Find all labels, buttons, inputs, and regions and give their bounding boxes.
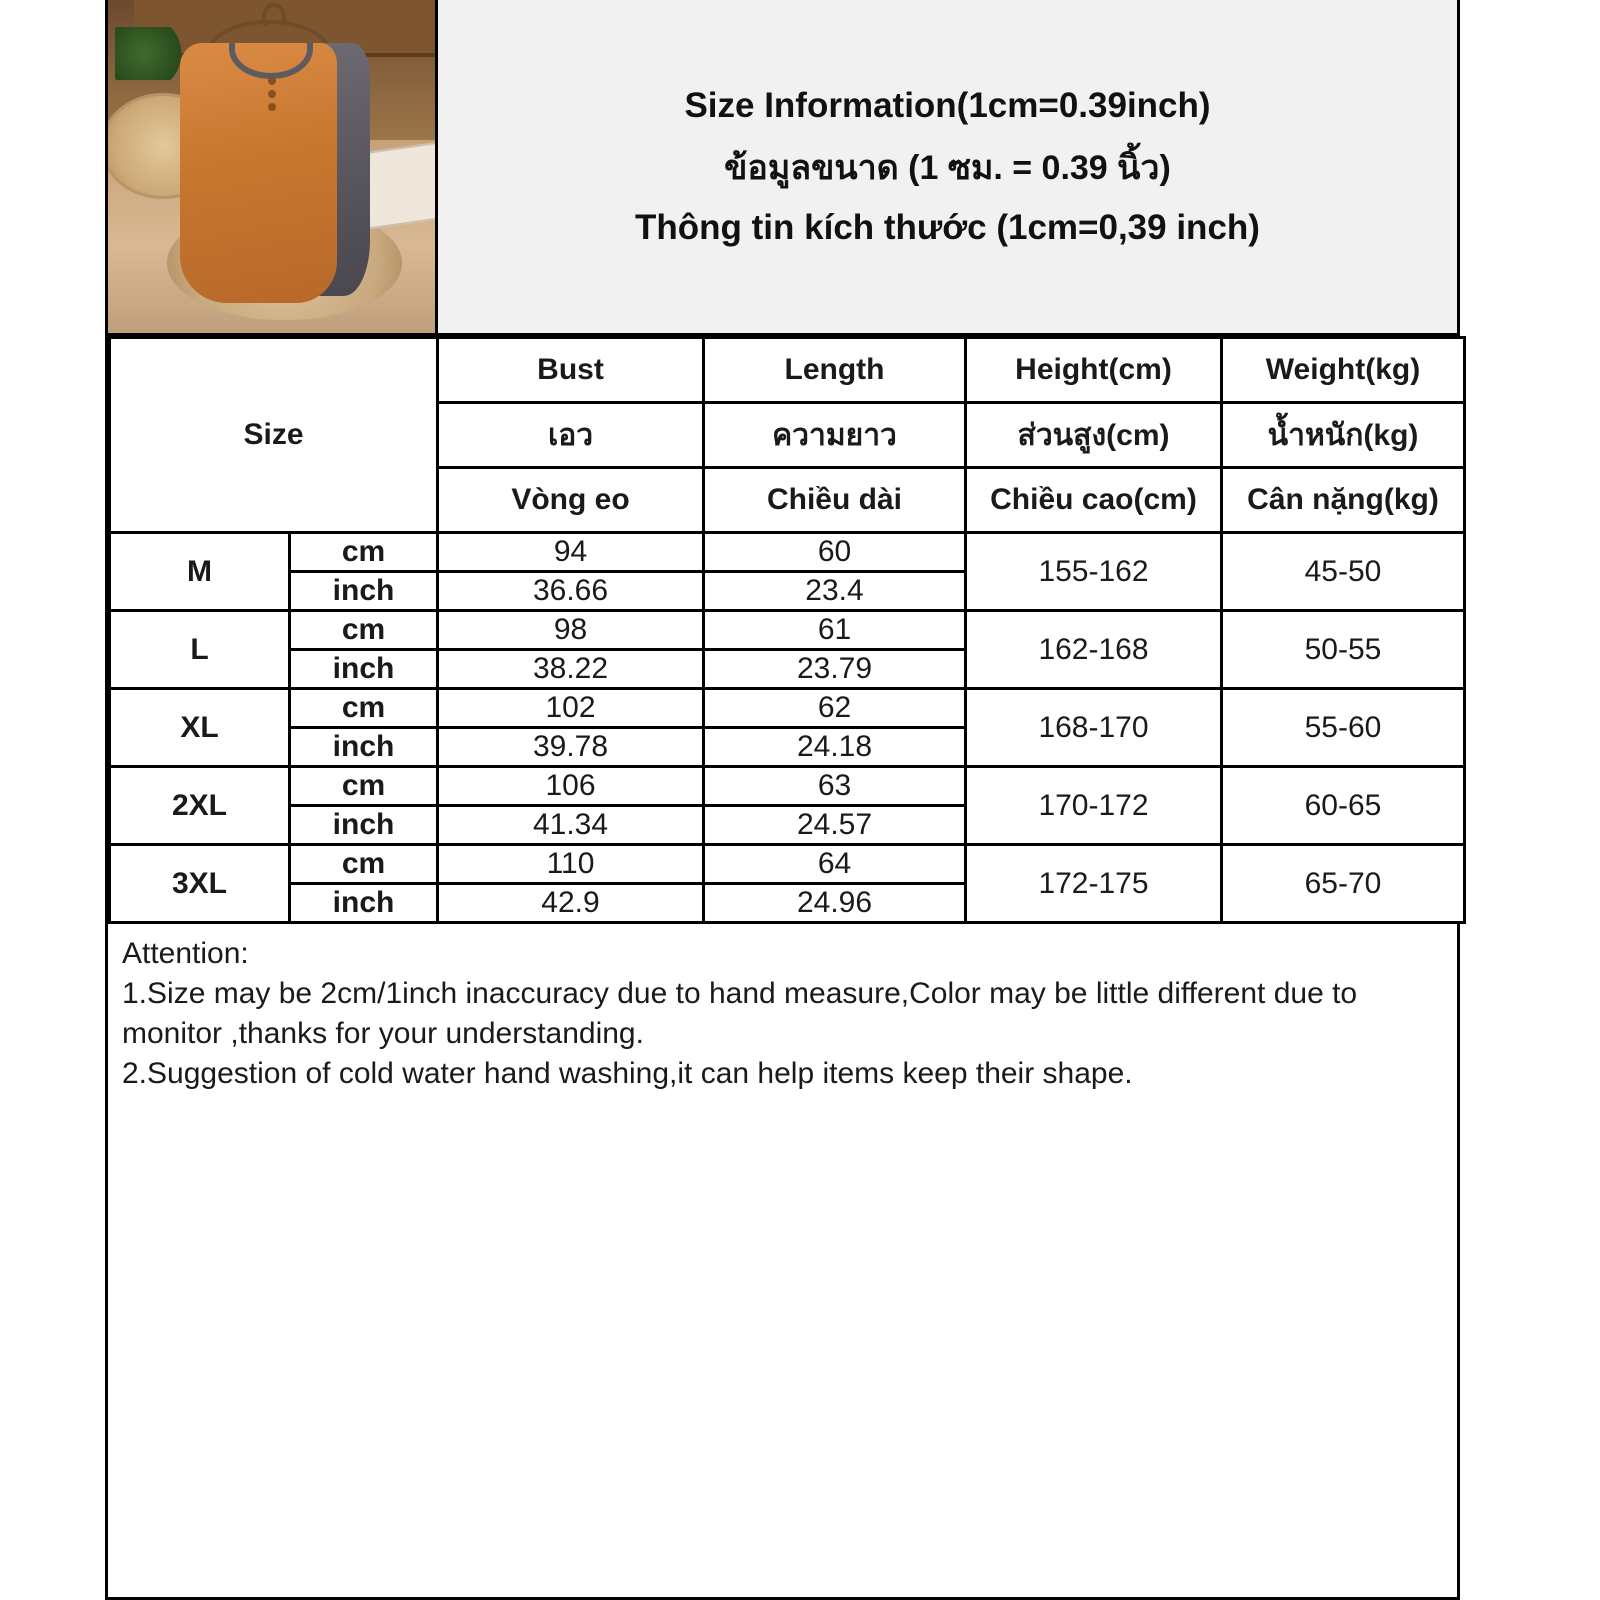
table-row [110,611,1465,650]
unit-inch-xl: inch [290,728,438,767]
weight-xl: 55-60 [1222,689,1465,767]
length-inch-l: 23.79 [704,650,966,689]
product-photo [108,0,438,333]
attention-line-1: 1.Size may be 2cm/1inch inaccuracy due to hand measure,Color may be little different due to monitor ,thanks for your understanding. [122,976,1358,1050]
bust-cm-m: 94 [438,533,704,572]
length-inch-2xl: 24.57 [704,806,966,845]
size-header-cell: Size [110,338,438,533]
title-vietnamese: Thông tin kích thước (1cm=0,39 inch) [635,207,1260,247]
unit-cm-m: cm [290,533,438,572]
bust-inch-l: 38.22 [438,650,704,689]
bust-cm-l: 98 [438,611,704,650]
length-cm-3xl: 64 [704,845,966,884]
attention-line-2: 2.Suggestion of cold water hand washing,it can help items keep their shape. [122,1056,1133,1090]
size-chart-sheet [105,0,1460,1600]
table-row [110,767,1465,806]
col-header-weight-th: น้ำหนัก(kg) [1222,403,1465,468]
weight-l: 50-55 [1222,611,1465,689]
row-size-xl: XL [110,689,290,767]
unit-cm-2xl: cm [290,767,438,806]
weight-3xl: 65-70 [1222,845,1465,923]
col-header-height-vi: Chiều cao(cm) [966,468,1222,533]
title-english: Size Information(1cm=0.39inch) [684,85,1211,125]
length-inch-xl: 24.18 [704,728,966,767]
col-header-length-vi: Chiều dài [704,468,966,533]
row-size-l: L [110,611,290,689]
table-row [110,689,1465,728]
col-header-bust-en: Bust [438,338,704,403]
length-cm-l: 61 [704,611,966,650]
table-row [110,845,1465,884]
col-header-weight-vi: Cân nặng(kg) [1222,468,1465,533]
col-header-height-th: ส่วนสูง(cm) [966,403,1222,468]
bust-cm-2xl: 106 [438,767,704,806]
unit-inch-m: inch [290,572,438,611]
unit-cm-l: cm [290,611,438,650]
table-header-row-en [110,338,1465,403]
header-row [108,0,1457,336]
bust-inch-3xl: 42.9 [438,884,704,923]
bust-cm-xl: 102 [438,689,704,728]
unit-inch-l: inch [290,650,438,689]
bust-inch-2xl: 41.34 [438,806,704,845]
col-header-length-en: Length [704,338,966,403]
length-cm-2xl: 63 [704,767,966,806]
row-size-3xl: 3XL [110,845,290,923]
weight-2xl: 60-65 [1222,767,1465,845]
height-xl: 168-170 [966,689,1222,767]
height-m: 155-162 [966,533,1222,611]
length-cm-xl: 62 [704,689,966,728]
photo-plant [115,27,187,80]
row-size-m: M [110,533,290,611]
bust-inch-m: 36.66 [438,572,704,611]
length-inch-3xl: 24.96 [704,884,966,923]
unit-inch-2xl: inch [290,806,438,845]
row-size-2xl: 2XL [110,767,290,845]
table-row [110,533,1465,572]
col-header-length-th: ความยาว [704,403,966,468]
photo-button-1 [268,77,276,85]
bust-cm-3xl: 110 [438,845,704,884]
title-thai: ข้อมูลขนาด (1 ซม. = 0.39 นิ้ว) [724,148,1171,187]
title-block [438,0,1457,333]
height-3xl: 172-175 [966,845,1222,923]
attention-heading: Attention: [122,937,249,970]
bust-inch-xl: 39.78 [438,728,704,767]
weight-m: 45-50 [1222,533,1465,611]
height-2xl: 170-172 [966,767,1222,845]
unit-cm-3xl: cm [290,845,438,884]
length-inch-m: 23.4 [704,572,966,611]
col-header-bust-vi: Vòng eo [438,468,704,533]
unit-inch-3xl: inch [290,884,438,923]
photo-magazine [358,141,438,229]
photo-garment-panel-orange [180,43,337,303]
col-header-weight-en: Weight(kg) [1222,338,1465,403]
unit-cm-xl: cm [290,689,438,728]
col-header-bust-th: เอว [438,403,704,468]
height-l: 162-168 [966,611,1222,689]
size-table [108,336,1466,924]
attention-block [108,924,1457,1094]
length-cm-m: 60 [704,533,966,572]
col-header-height-en: Height(cm) [966,338,1222,403]
